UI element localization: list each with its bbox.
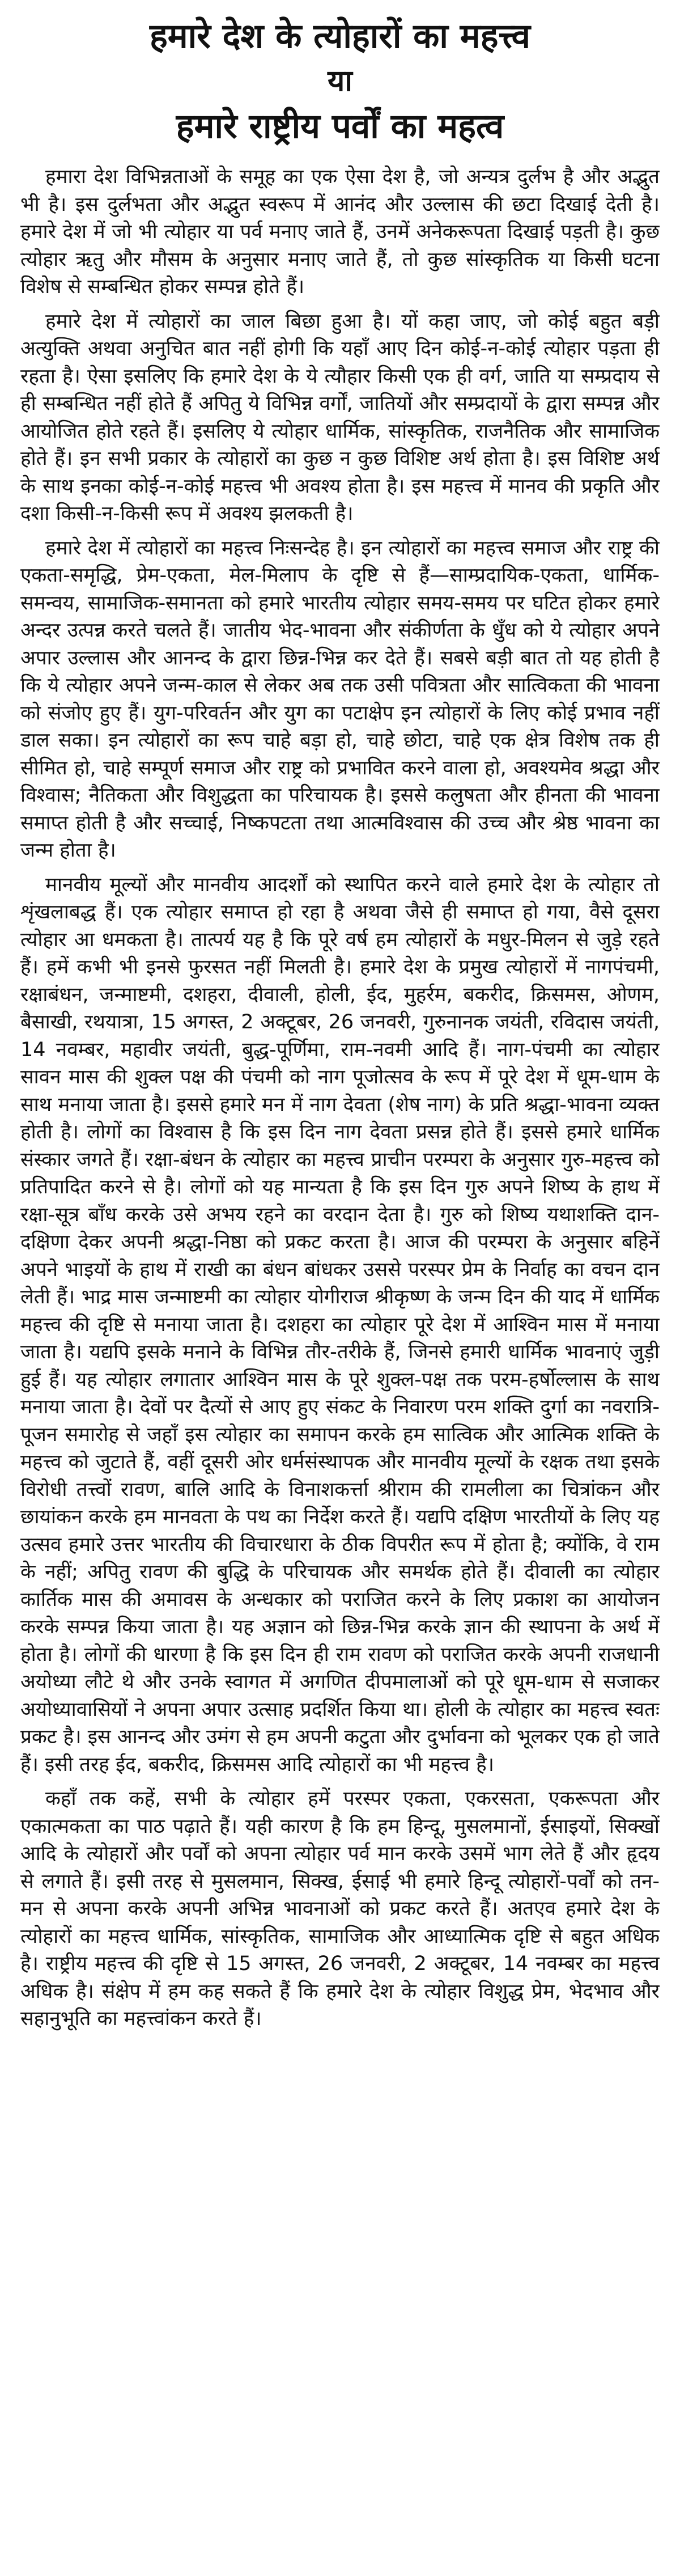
title-or: या	[328, 64, 352, 98]
title-block	[20, 0, 660, 151]
essay-body	[20, 163, 660, 2033]
paragraph-4: मानवीय मूल्यों और मानवीय आदर्शों को स्थापित करने वाले हमारे देश के त्योहार तो शृंखलाबद्ध हैं। एक त्योहार समाप्त हो रहा है अथवा जैसे ही समाप्त हो गया, वैसे दूसरा त्योहार आ धमकता है। तात्पर्य यह है कि पूरे वर्ष हम त्योहारों के मधुर-मिलन से जुड़े रहते हैं। हमें कभी भी इनसे फुरसत नहीं मिलती है। हमारे देश के प्रमुख त्योहारों में नागपंचमी, रक्षाबंधन, जन्माष्टमी, दशहरा, दीवाली, होली, ईद, मुहर्रम, बकरीद, क्रिसमस, ओणम, बैसाखी, रथयात्रा, 15 अगस्त, 2 अक्टूबर, 26 जनवरी, गुरुनानक जयंती, रविदास जयंती, 14 नवम्बर, महावीर जयंती, बुद्ध-पूर्णिमा, राम-नवमी आदि हैं। नाग-पंचमी का त्योहार सावन मास की शुक्ल पक्ष की पंचमी को नाग पूजोत्सव के रूप में पूरे देश में धूम-धाम के साथ मनाया जाता है। इससे हमारे मन में नाग देवता (शेष नाग) के प्रति श्रद्धा-भावना व्यक्त होती है। लोगों का विश्वास है कि इस दिन नाग देवता प्रसन्न होते हैं। इससे हमारे धार्मिक संस्कार जगते हैं। रक्षा-बंधन के त्योहार का महत्त्व प्राचीन परम्परा के अनुसार गुरु-महत्त्व को प्रतिपादित करने से है। लोगों को यह मान्यता है कि इस दिन गुरु अपने शिष्य के हाथ में रक्षा-सूत्र बाँध करके उसे अभय रहने का वरदान देता है। गुरु को शिष्य यथाशक्ति दान-दक्षिणा देकर अपनी श्रद्धा-निष्ठा को प्रकट करता है। आज की परम्परा के अनुसार बहिनें अपने भाइयों के हाथ में राखी का बंधन बांधकर उससे परस्पर प्रेम के निर्वाह का वचन दान लेती हैं। भाद्र मास जन्माष्टमी का त्योहार योगीराज श्रीकृष्ण के जन्म दिन की याद में धार्मिक महत्त्व की दृष्टि से मनाया जाता है। दशहरा का त्योहार पूरे देश में आश्विन मास में मनाया जाता है। यद्यपि इसके मनाने के विभिन्न तौर-तरीके हैं, जिनसे हमारी धार्मिक भावनाएं जुड़ी हुई हैं। यह त्योहार लगातार आश्विन मास के पूरे शुक्ल-पक्ष तक परम-हर्षोल्लास के साथ मनाया जाता है। देवों पर दैत्यों से आए हुए संकट के निवारण परम शक्ति दुर्गा का नवरात्रि-पूजन समारोह से जहाँ इस त्योहार का समापन करके हम सात्विक और आत्मिक शक्ति के महत्त्व को जुटाते हैं, वहीं दूसरी ओर धर्मसंस्थापक और मानवीय मूल्यों के रक्षक तथा इसके विरोधी तत्त्वों रावण, बालि आदि के विनाशकर्त्ता श्रीराम की रामलीला का चित्रांकन और छायांकन करके हम मानवता के पथ का निर्देश करते हैं। यद्यपि दक्षिण भारतीयों के लिए यह उत्सव हमारे उत्तर भारतीय की विचारधारा के ठीक विपरीत रूप में होता है; क्योंकि, वे राम के नहीं; अपितु रावण की बुद्धि के परिचायक और समर्थक होते हैं। दीवाली का त्योहार कार्तिक मास की अमावस के अन्धकार को पराजित करने के लिए प्रकाश का आयोजन करके सम्पन्न किया जाता है। यह अज्ञान को छिन्न-भिन्न करके ज्ञान की स्थापना के अर्थ में होता है। लोगों की धारणा है कि इस दिन ही राम रावण को पराजित करके अपनी राजधानी अयोध्या लौटे थे और उनके स्वागत में अगणित दीपमालाओं को पूरे धूम-धाम से सजाकर अयोध्यावासियों ने अपना अपार उत्साह प्रदर्शित किया था। होली के त्योहार का महत्त्व स्वतः प्रकट है। इस आनन्द और उमंग से हम अपनी कटुता और दुर्भावना को भूलकर एक हो जाते हैं। इसी तरह ईद, बकरीद, क्रिसमस आदि त्योहारों का भी महत्त्व है।	[20, 873, 660, 1776]
essay-alt-title: हमारे राष्ट्रीय पर्वों का महत्व	[176, 107, 504, 146]
paragraph-5: कहाँ तक कहें, सभी के त्योहार हमें परस्पर एकता, एकरसता, एकरूपता और एकात्मकता का पाठ पढ़ाते हैं। यही कारण है कि हम हिन्दू, मुसलमानों, ईसाइयों, सिक्खों आदि के त्योहारों और पर्वों को अपना त्योहार पर्व मान करके उसमें भाग लेते हैं और हृदय से लगाते हैं। इसी तरह से मुसलमान, सिक्ख, ईसाई भी हमारे हिन्दू त्योहारों-पर्वों को तन-मन से अपना करके अपनी अभिन्न भावनाओं को प्रकट करते हैं। अतएव हमारे देश के त्योहारों का महत्त्व धार्मिक, सांस्कृतिक, सामाजिक और आध्यात्मिक दृष्टि से बहुत अधिक है। राष्ट्रीय महत्त्व की दृष्टि से 15 अगस्त, 26 जनवरी, 2 अक्टूबर, 14 नवम्बर का महत्त्व अधिक है। संक्षेप में हम कह सकते हैं कि हमारे देश के त्योहार विशुद्ध प्रेम, भेदभाव और सहानुभूति का महत्त्वांकन करते हैं।	[20, 1787, 660, 2030]
essay-page	[20, 0, 660, 2576]
essay-title: हमारे देश के त्योहारों का महत्त्व	[149, 16, 531, 56]
paragraph-2: हमारे देश में त्योहारों का जाल बिछा हुआ है। यों कहा जाए, जो कोई बहुत बड़ी अत्युक्ति अथवा अनुचित बात नहीं होगी कि यहाँ आए दिन कोई-न-कोई त्योहार पड़ता ही रहता है। ऐसा इसलिए कि हमारे देश के ये त्यौहार किसी एक ही वर्ग, जाति या सम्प्रदाय से ही सम्बन्धित नहीं होते हैं अपितु ये विभिन्न वर्गों, जातियों और सम्प्रदायों के द्वारा सम्पन्न और आयोजित होते रहते हैं। इसलिए ये त्योहार धार्मिक, सांस्कृतिक, राजनैतिक और सामाजिक होते हैं। इन सभी प्रकार के त्योहारों का कुछ न कुछ विशिष्ट अर्थ होता है। इस विशिष्ट अर्थ के साथ इनका कोई-न-कोई महत्त्व भी अवश्य होता है। इस महत्त्व में मानव की प्रकृति और दशा किसी-न-किसी रूप में अवश्य झलकती है।	[20, 310, 660, 525]
paragraph-1: हमारा देश विभिन्नताओं के समूह का एक ऐसा देश है, जो अन्यत्र दुर्लभ है और अद्भुत भी है। इस दुर्लभता और अद्भुत स्वरूप में आनंद और उल्लास की छटा दिखाई देती है। हमारे देश में जो भी त्योहार या पर्व मनाए जाते हैं, उनमें अनेकरूपता दिखाई पड़ती है। कुछ त्योहार ऋतु और मौसम के अनुसार मनाए जाते हैं, तो कुछ सांस्कृतिक या किसी घटना विशेष से सम्बन्धित होकर सम्पन्न होते हैं।	[20, 166, 660, 298]
paragraph-3: हमारे देश में त्योहारों का महत्त्व निःसन्देह है। इन त्योहारों का महत्त्व समाज और राष्ट्र की एकता-समृद्धि, प्रेम-एकता, मेल-मिलाप के दृष्टि से हैं—साम्प्रदायिक-एकता, धार्मिक-समन्वय, सामाजिक-समानता को हमारे भारतीय त्योहार समय-समय पर घटित होकर हमारे अन्दर उत्पन्न करते चलते हैं। जातीय भेद-भावना और संकीर्णता के धुँध को ये त्योहार अपने अपार उल्लास और आनन्द के द्वारा छिन्न-भिन्न कर देते हैं। सबसे बड़ी बात तो यह होती है कि ये त्योहार अपने जन्म-काल से लेकर अब तक उसी पवित्रता और सात्विकता की भावना को संजोए हुए हैं। युग-परिवर्तन और युग का पटाक्षेप इन त्योहारों के लिए कोई प्रभाव नहीं डाल सका। इन त्योहारों का रूप चाहे बड़ा हो, चाहे छोटा, चाहे एक क्षेत्र विशेष तक ही सीमित हो, चाहे सम्पूर्ण समाज और राष्ट्र को प्रभावित करने वाला हो, अवश्यमेव श्रद्धा और विश्वास; नैतिकता और विशुद्धता का परिचायक है। इससे कलुषता और हीनता की भावना समाप्त होती है और सच्चाई, निष्कपटता तथा आत्मविश्वास की उच्च और श्रेष्ठ भावना का जन्म होता है।	[20, 536, 660, 862]
